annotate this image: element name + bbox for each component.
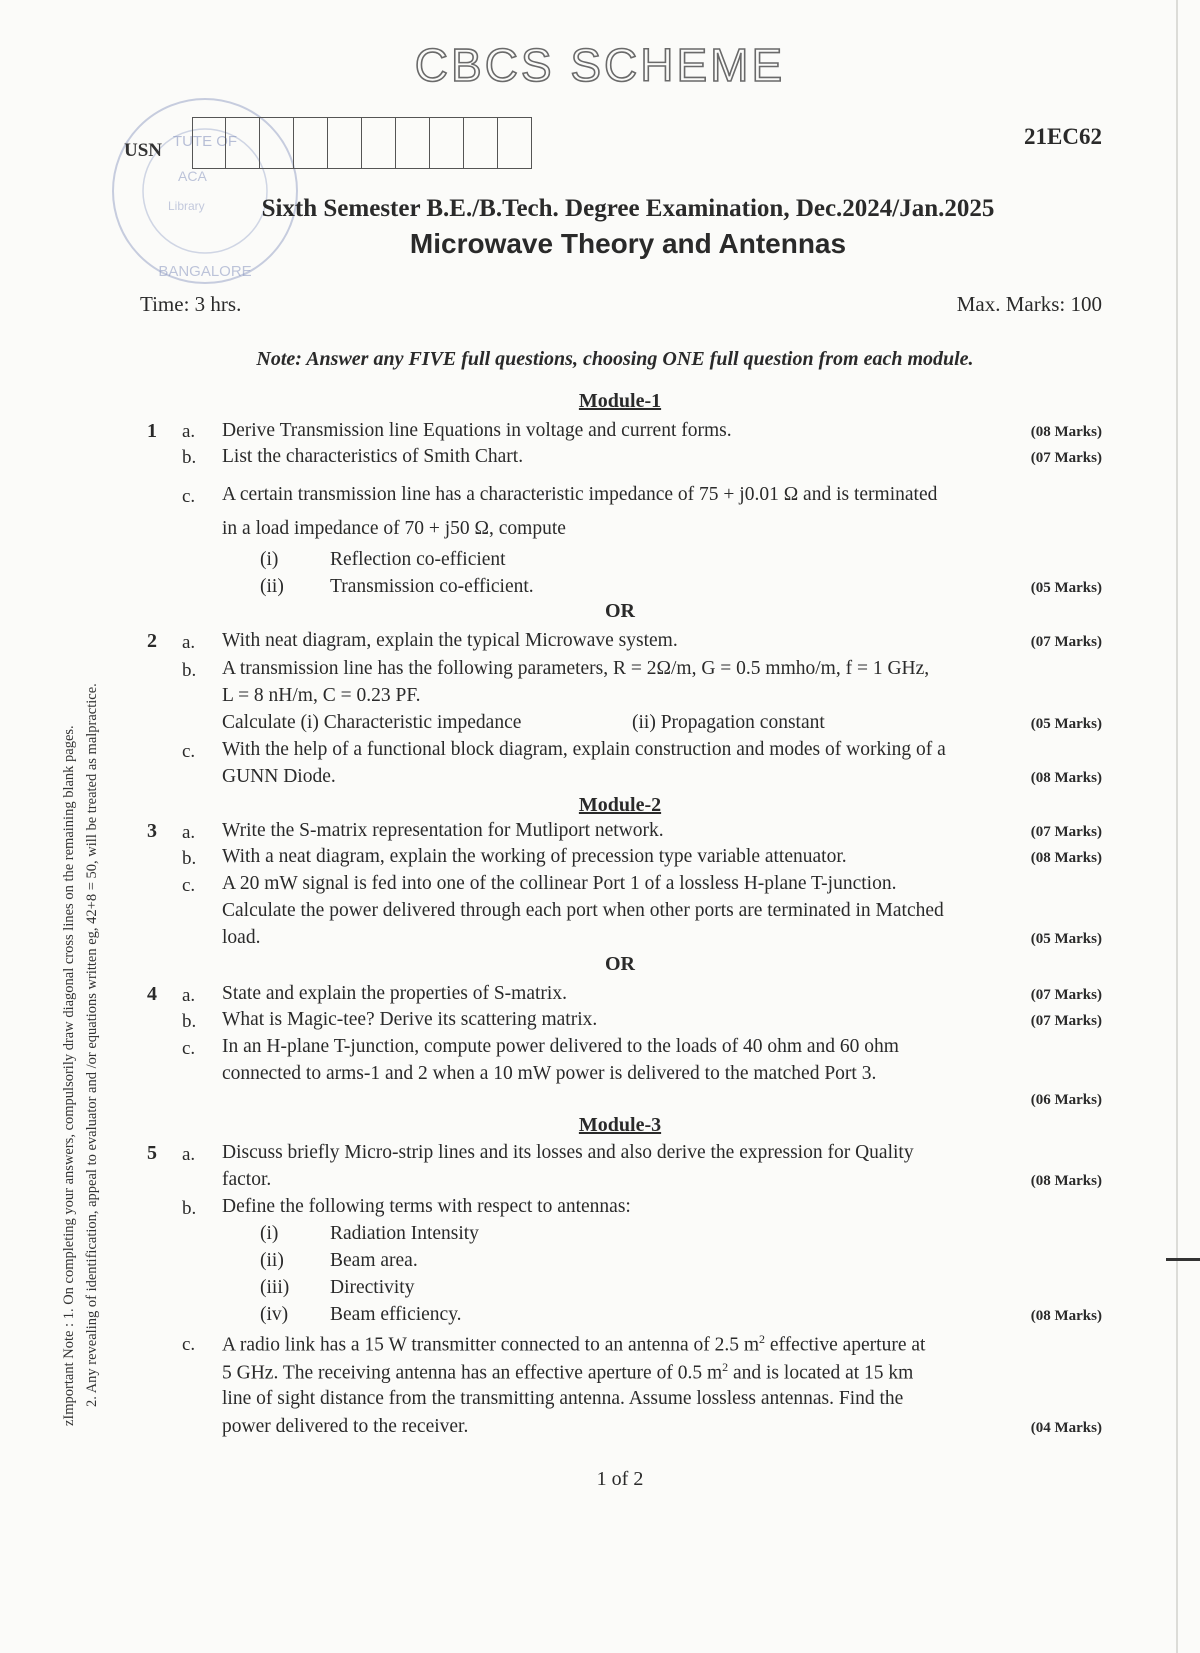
question-text: factor. bbox=[222, 1169, 272, 1190]
question-text: Define the following terms with respect to antennas: bbox=[222, 1196, 631, 1217]
usn-box bbox=[362, 117, 396, 169]
part-label: a. bbox=[182, 632, 196, 653]
sub-part-text: Directivity bbox=[330, 1277, 415, 1298]
svg-text:Library: Library bbox=[168, 199, 205, 213]
marks: (08 Marks) bbox=[1030, 424, 1102, 440]
question-text: Calculate (i) Characteristic impedance bbox=[222, 712, 522, 733]
part-label: c. bbox=[182, 741, 196, 762]
question-text: power delivered to the receiver. bbox=[222, 1416, 469, 1437]
usn-box bbox=[192, 117, 226, 169]
sub-part-number: (iii) bbox=[260, 1277, 290, 1298]
question-text: With neat diagram, explain the typical Microwave system. bbox=[222, 630, 678, 651]
question-text: List the characteristics of Smith Chart. bbox=[222, 446, 524, 467]
question-text: line of sight distance from the transmitting antenna. Assume lossless antennas. Find the bbox=[222, 1388, 904, 1409]
sub-part-text: Radiation Intensity bbox=[330, 1223, 479, 1244]
part-label: b. bbox=[182, 1198, 197, 1219]
superscript: 2 bbox=[759, 1332, 766, 1346]
marks: (07 Marks) bbox=[1030, 987, 1102, 1003]
question-number: 1 bbox=[147, 420, 157, 442]
sub-part-number: (i) bbox=[260, 549, 279, 570]
marks: (08 Marks) bbox=[1030, 850, 1102, 866]
marks: (05 Marks) bbox=[1030, 931, 1102, 947]
superscript: 2 bbox=[722, 1360, 729, 1374]
part-label: a. bbox=[182, 421, 196, 442]
question-text-segment: effective aperture at bbox=[765, 1334, 926, 1356]
course-code: 21EC62 bbox=[1024, 124, 1102, 149]
part-label: b. bbox=[182, 1011, 197, 1032]
sub-part-text: Reflection co-efficient bbox=[330, 549, 506, 570]
page-number: 1 of 2 bbox=[596, 1468, 644, 1490]
usn-box bbox=[294, 117, 328, 169]
part-label: c. bbox=[182, 875, 196, 896]
sub-part-text: Beam efficiency. bbox=[330, 1304, 462, 1325]
part-label: c. bbox=[182, 1334, 196, 1355]
marks: (05 Marks) bbox=[1030, 580, 1102, 596]
sub-part-number: (i) bbox=[260, 1223, 279, 1244]
question-text: Discuss briefly Micro-strip lines and its losses and also derive the expression for Quality bbox=[222, 1142, 914, 1163]
question-text-segment: A radio link has a 15 W transmitter connected to an antenna of 2.5 m bbox=[222, 1334, 760, 1356]
svg-text:BANGALORE: BANGALORE bbox=[158, 263, 252, 280]
question-number: 4 bbox=[147, 983, 157, 1005]
marks: (08 Marks) bbox=[1030, 770, 1102, 786]
max-marks: Max. Marks: 100 bbox=[956, 292, 1102, 316]
question-text: A 20 mW signal is fed into one of the collinear Port 1 of a lossless H-plane T-junction. bbox=[222, 873, 897, 894]
time-allowed: Time: 3 hrs. bbox=[140, 292, 242, 316]
question-text: Write the S-matrix representation for Mutliport network. bbox=[222, 820, 664, 841]
usn-box bbox=[430, 117, 464, 169]
part-label: b. bbox=[182, 447, 197, 468]
marks: (07 Marks) bbox=[1030, 450, 1102, 466]
part-label: c. bbox=[182, 1038, 196, 1059]
question-text-segment: and is located at 15 km bbox=[728, 1362, 914, 1384]
instructions-note: Note: Answer any FIVE full questions, choosing ONE full question from each module. bbox=[256, 348, 974, 370]
part-label: c. bbox=[182, 486, 196, 507]
or-separator: OR bbox=[605, 953, 635, 975]
svg-text:TUTE OF: TUTE OF bbox=[172, 133, 238, 150]
usn-boxes bbox=[192, 117, 532, 169]
side-note-line-2: 2. Any revealing of identification, appeal to evaluator and /or equations written eg, 42+8 = 50, will be treated as malpractice. bbox=[84, 683, 100, 1407]
exam-title: Sixth Semester B.E./B.Tech. Degree Examination, Dec.2024/Jan.2025 bbox=[261, 195, 995, 222]
question-text: In an H-plane T-junction, compute power delivered to the loads of 40 ohm and 60 ohm bbox=[222, 1036, 899, 1057]
usn-label: USN bbox=[124, 140, 163, 161]
side-important-note bbox=[58, 366, 104, 1426]
question-text: connected to arms-1 and 2 when a 10 mW power is delivered to the matched Port 3. bbox=[222, 1063, 877, 1084]
usn-box bbox=[226, 117, 260, 169]
question-text: A certain transmission line has a characteristic impedance of 75 + j0.01 Ω and is terminated bbox=[222, 484, 938, 505]
question-text: State and explain the properties of S-matrix. bbox=[222, 983, 567, 1004]
sub-part-text: Transmission co-efficient. bbox=[330, 576, 534, 597]
marks: (04 Marks) bbox=[1030, 1420, 1102, 1436]
sub-part-text: Beam area. bbox=[330, 1250, 418, 1271]
marks: (07 Marks) bbox=[1030, 1013, 1102, 1029]
module-3-heading: Module-3 bbox=[578, 1114, 662, 1136]
question-number: 5 bbox=[147, 1142, 157, 1164]
question-text bbox=[222, 1360, 913, 1385]
sub-part-number: (iv) bbox=[260, 1304, 289, 1325]
question-text: (ii) Propagation constant bbox=[632, 712, 825, 733]
usn-box bbox=[260, 117, 294, 169]
scheme-title: CBCS SCHEME bbox=[414, 39, 786, 91]
sub-part-number: (ii) bbox=[260, 576, 284, 597]
part-label: b. bbox=[182, 660, 197, 681]
or-separator: OR bbox=[605, 600, 635, 622]
scan-edge-mark bbox=[1166, 1258, 1200, 1261]
module-1-heading: Module-1 bbox=[578, 390, 662, 412]
usn-box bbox=[464, 117, 498, 169]
question-text: With the help of a functional block diagram, explain construction and modes of working of a bbox=[222, 739, 946, 760]
part-label: a. bbox=[182, 1144, 196, 1165]
subject-title: Microwave Theory and Antennas bbox=[409, 228, 847, 259]
question-text: Calculate the power delivered through each port when other ports are terminated in Matched bbox=[222, 900, 944, 921]
question-text: What is Magic-tee? Derive its scattering matrix. bbox=[222, 1009, 598, 1030]
question-text bbox=[222, 1332, 925, 1357]
marks: (08 Marks) bbox=[1030, 1308, 1102, 1324]
question-text: A transmission line has the following parameters, R = 2Ω/m, G = 0.5 mmho/m, f = 1 GHz, bbox=[222, 658, 930, 679]
part-label: b. bbox=[182, 848, 197, 869]
question-text-segment: 5 GHz. The receiving antenna has an effective aperture of 0.5 m bbox=[222, 1362, 723, 1384]
question-text: in a load impedance of 70 + j50 Ω, compute bbox=[222, 518, 566, 539]
side-note-line-1: zImportant Note : 1. On completing your answers, compulsorily draw diagonal cross lines on the remaining blank pages. bbox=[61, 725, 77, 1426]
question-text: load. bbox=[222, 927, 261, 948]
sub-part-number: (ii) bbox=[260, 1250, 284, 1271]
question-number: 3 bbox=[147, 820, 157, 842]
question-text: With a neat diagram, explain the working of precession type variable attenuator. bbox=[222, 846, 847, 867]
module-2-heading: Module-2 bbox=[578, 794, 662, 816]
marks: (05 Marks) bbox=[1030, 716, 1102, 732]
question-text: Derive Transmission line Equations in voltage and current forms. bbox=[222, 420, 732, 441]
question-number: 2 bbox=[147, 630, 157, 652]
usn-box bbox=[498, 117, 532, 169]
part-label: a. bbox=[182, 822, 196, 843]
svg-text:ACA: ACA bbox=[178, 168, 207, 184]
part-label: a. bbox=[182, 985, 196, 1006]
marks: (06 Marks) bbox=[1030, 1092, 1102, 1108]
usn-box bbox=[328, 117, 362, 169]
question-text: GUNN Diode. bbox=[222, 766, 336, 787]
usn-box bbox=[396, 117, 430, 169]
marks: (08 Marks) bbox=[1030, 1173, 1102, 1189]
marks: (07 Marks) bbox=[1030, 824, 1102, 840]
marks: (07 Marks) bbox=[1030, 634, 1102, 650]
question-text: L = 8 nH/m, C = 0.23 PF. bbox=[222, 685, 421, 706]
